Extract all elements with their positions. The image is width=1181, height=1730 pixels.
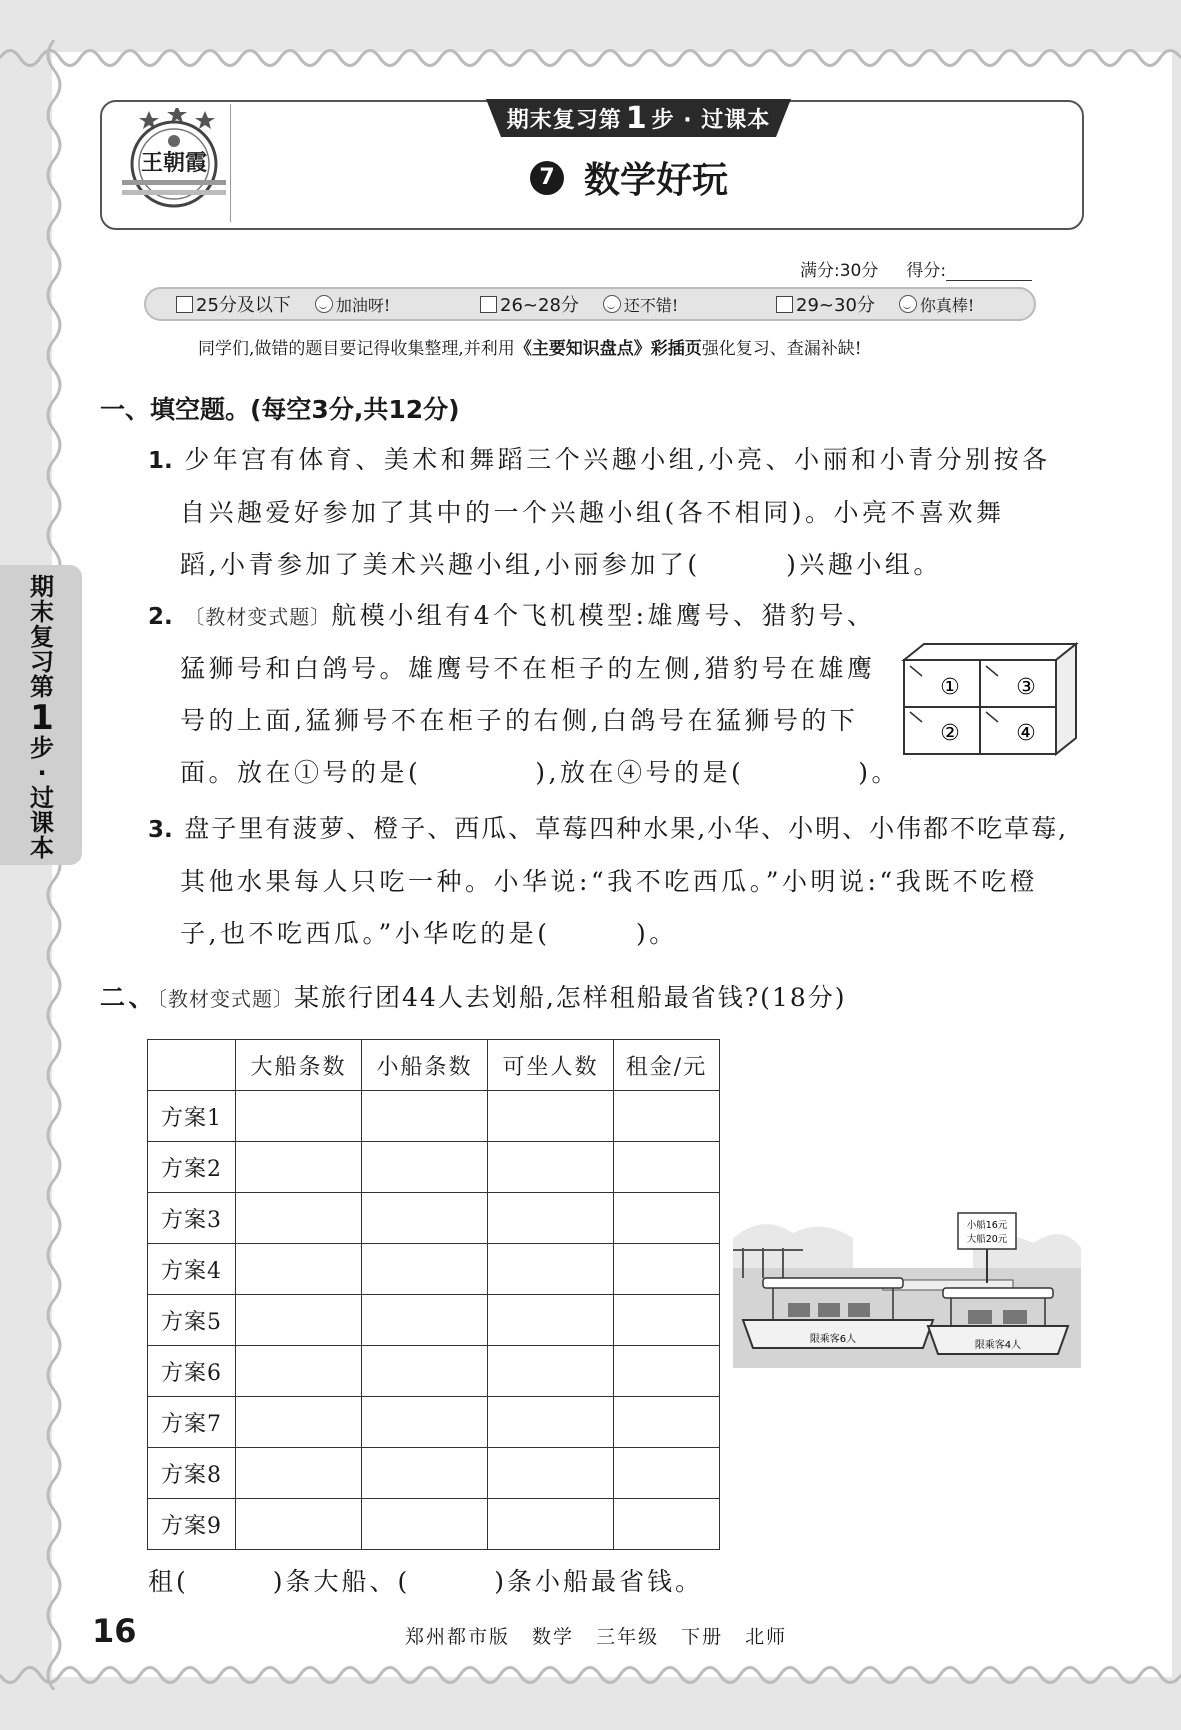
checkbox-icon[interactable] bbox=[776, 296, 793, 313]
answer-cell[interactable] bbox=[488, 1346, 614, 1397]
answer-cell[interactable] bbox=[362, 1499, 488, 1550]
lesson-number-badge: 7 bbox=[530, 161, 564, 195]
answer-cell[interactable] bbox=[236, 1448, 362, 1499]
score-line bbox=[800, 256, 1032, 281]
side-tab-step: 1 bbox=[30, 698, 54, 738]
plan-label: 方案6 bbox=[148, 1346, 236, 1397]
cabinet-diagram bbox=[900, 640, 1080, 758]
cabinet-slot-2: ② bbox=[940, 721, 960, 746]
answer-cell[interactable] bbox=[362, 1142, 488, 1193]
wavy-border-left bbox=[40, 40, 64, 1690]
smiley-face-icon bbox=[899, 295, 917, 313]
table-row bbox=[148, 1397, 720, 1448]
logo-divider bbox=[230, 104, 231, 222]
rating-message: 加油呀! bbox=[335, 295, 391, 315]
plan-label: 方案5 bbox=[148, 1295, 236, 1346]
answer-cell[interactable] bbox=[362, 1244, 488, 1295]
answer-cell[interactable] bbox=[614, 1448, 720, 1499]
question-3 bbox=[148, 803, 1083, 960]
answer-cell[interactable] bbox=[488, 1091, 614, 1142]
small-boat-capacity-label: 限乘客4人 bbox=[974, 1340, 1022, 1351]
banner-suffix: 步 · 过课本 bbox=[651, 107, 771, 133]
section-2-prefix: 二、 bbox=[100, 983, 158, 1012]
side-tab-bottom: 步 · 过 课 本 bbox=[30, 734, 54, 862]
table-row bbox=[148, 1346, 720, 1397]
plan-label: 方案2 bbox=[148, 1142, 236, 1193]
answer-cell[interactable] bbox=[362, 1346, 488, 1397]
brand-logo-seal bbox=[118, 108, 230, 216]
answer-cell[interactable] bbox=[236, 1499, 362, 1550]
plan-label: 方案3 bbox=[148, 1193, 236, 1244]
side-tab-text bbox=[12, 575, 72, 861]
table-row bbox=[148, 1142, 720, 1193]
notice-text-bold: 《主要知识盘点》彩插页 bbox=[514, 339, 702, 359]
variant-tag: 〔教材变式题〕 bbox=[157, 987, 295, 1011]
question-3-line-3: 子,也不吃西瓜。”小华吃的是( )。 bbox=[180, 919, 678, 948]
answer-cell[interactable] bbox=[236, 1295, 362, 1346]
lesson-title-text: 数学好玩 bbox=[584, 160, 729, 201]
review-notice bbox=[198, 334, 862, 359]
rating-range: 25分及以下 bbox=[196, 295, 291, 316]
boat-rental-illustration bbox=[733, 1208, 1081, 1368]
variant-tag: 〔教材变式题〕 bbox=[184, 605, 332, 629]
sign-small-boat-price: 小船16元 bbox=[966, 1220, 1008, 1231]
rating-range: 29~30分 bbox=[796, 295, 875, 316]
notice-text-pre: 同学们,做错的题目要记得收集整理,并利用 bbox=[198, 339, 515, 359]
smiley-face-icon bbox=[315, 295, 333, 313]
answer-cell[interactable] bbox=[236, 1397, 362, 1448]
table-header-cell: 小船条数 bbox=[362, 1040, 488, 1091]
question-1-line-2: 自兴趣爱好参加了其中的一个兴趣小组(各不相同)。小亮不喜欢舞 bbox=[180, 498, 1005, 527]
table-header-cell: 大船条数 bbox=[236, 1040, 362, 1091]
side-tab-top: 期 末 复 习 第 bbox=[30, 573, 54, 701]
banner-step-number: 1 bbox=[625, 100, 648, 136]
table-header-cell: 可坐人数 bbox=[488, 1040, 614, 1091]
cabinet-slot-1: ① bbox=[940, 675, 960, 700]
smiley-face-icon bbox=[603, 295, 621, 313]
score-blank[interactable] bbox=[946, 262, 1032, 281]
checkbox-icon[interactable] bbox=[176, 296, 193, 313]
plan-label: 方案9 bbox=[148, 1499, 236, 1550]
answer-cell[interactable] bbox=[236, 1142, 362, 1193]
answer-cell[interactable] bbox=[614, 1244, 720, 1295]
question-2-line-2: 猛狮号和白鸽号。雄鹰号不在柜子的左侧,猎豹号在雄鹰 bbox=[180, 654, 876, 683]
rating-message: 你真棒! bbox=[919, 295, 975, 315]
table-header-cell: 租金/元 bbox=[614, 1040, 720, 1091]
question-3-line-1: 盘子里有菠萝、橙子、西瓜、草莓四种水果,小华、小明、小伟都不吃草莓, bbox=[184, 814, 1069, 843]
answer-cell[interactable] bbox=[614, 1499, 720, 1550]
notice-text-post: 强化复习、查漏补缺! bbox=[701, 339, 862, 359]
question-2-line-1: 航模小组有4个飞机模型:雄鹰号、猎豹号、 bbox=[331, 601, 876, 630]
table-row bbox=[148, 1448, 720, 1499]
table-row bbox=[148, 1244, 720, 1295]
checkbox-icon[interactable] bbox=[480, 296, 497, 313]
big-boat-capacity-label: 限乘客6人 bbox=[809, 1334, 857, 1345]
answer-cell[interactable] bbox=[362, 1295, 488, 1346]
rating-option-low[interactable] bbox=[176, 289, 390, 319]
wavy-border-bottom bbox=[0, 1665, 1181, 1695]
table-row bbox=[148, 1193, 720, 1244]
section-2-title-text: 某旅行团44人去划船,怎样租船最省钱?(18分) bbox=[294, 983, 847, 1012]
answer-cell[interactable] bbox=[488, 1193, 614, 1244]
answer-cell[interactable] bbox=[362, 1397, 488, 1448]
plan-label: 方案7 bbox=[148, 1397, 236, 1448]
lesson-title bbox=[530, 152, 728, 203]
answer-cell[interactable] bbox=[488, 1244, 614, 1295]
answer-cell[interactable] bbox=[614, 1091, 720, 1142]
cabinet-slot-3: ③ bbox=[1016, 675, 1036, 700]
final-answer-line: 租( )条大船、( )条小船最省钱。 bbox=[148, 1567, 704, 1596]
rating-message: 还不错! bbox=[623, 295, 679, 315]
rating-option-high[interactable] bbox=[776, 289, 974, 319]
answer-cell[interactable] bbox=[236, 1346, 362, 1397]
question-number: 3. bbox=[148, 817, 173, 843]
table-row bbox=[148, 1091, 720, 1142]
answer-cell[interactable] bbox=[488, 1142, 614, 1193]
got-score-label: 得分: bbox=[906, 261, 947, 281]
rating-option-mid[interactable] bbox=[480, 289, 678, 319]
full-score-label: 满分:30分 bbox=[800, 261, 879, 281]
answer-cell[interactable] bbox=[614, 1397, 720, 1448]
rating-range: 26~28分 bbox=[500, 295, 579, 316]
question-2-line-4: 面。放在①号的是( ),放在④号的是( )。 bbox=[180, 758, 900, 787]
answer-cell[interactable] bbox=[236, 1091, 362, 1142]
question-3-line-2: 其他水果每人只吃一种。小华说:“我不吃西瓜。”小明说:“我既不吃橙 bbox=[180, 867, 1039, 896]
question-number: 1. bbox=[148, 448, 173, 474]
answer-cell[interactable] bbox=[488, 1499, 614, 1550]
answer-cell[interactable] bbox=[488, 1448, 614, 1499]
banner-prefix: 期末复习第 bbox=[506, 107, 622, 133]
question-number: 2. bbox=[148, 604, 173, 630]
question-1 bbox=[148, 434, 1083, 591]
answer-cell[interactable] bbox=[488, 1295, 614, 1346]
page-number: 16 bbox=[92, 1612, 137, 1650]
answer-cell[interactable] bbox=[614, 1193, 720, 1244]
boat-plan-table bbox=[147, 1039, 720, 1550]
cabinet-slot-4: ④ bbox=[1016, 721, 1036, 746]
section-2-title bbox=[100, 972, 1035, 1025]
answer-cell[interactable] bbox=[362, 1193, 488, 1244]
table-row bbox=[148, 1499, 720, 1550]
table-header-cell bbox=[148, 1040, 236, 1091]
plan-label: 方案1 bbox=[148, 1091, 236, 1142]
answer-cell[interactable] bbox=[236, 1193, 362, 1244]
answer-cell[interactable] bbox=[614, 1142, 720, 1193]
answer-cell[interactable] bbox=[488, 1397, 614, 1448]
answer-cell[interactable] bbox=[614, 1295, 720, 1346]
plan-label: 方案4 bbox=[148, 1244, 236, 1295]
sign-big-boat-price: 大船20元 bbox=[966, 1234, 1008, 1245]
question-2 bbox=[148, 590, 908, 799]
plan-label: 方案8 bbox=[148, 1448, 236, 1499]
table-header-row bbox=[148, 1040, 720, 1091]
answer-cell[interactable] bbox=[614, 1346, 720, 1397]
answer-cell[interactable] bbox=[236, 1244, 362, 1295]
self-rating-bar bbox=[144, 287, 1036, 321]
question-2-line-3: 号的上面,猛狮号不在柜子的右侧,白鸽号在猛狮号的下 bbox=[180, 706, 859, 735]
svg-text:王朝霞: 王朝霞 bbox=[140, 150, 208, 176]
footer-info: 郑州都市版 数学 三年级 下册 北师 bbox=[405, 1626, 788, 1648]
question-1-line-1: 少年宫有体育、美术和舞蹈三个兴趣小组,小亮、小丽和小青分别按各 bbox=[184, 445, 1051, 474]
step-banner-text bbox=[486, 99, 791, 137]
table-row bbox=[148, 1295, 720, 1346]
answer-cell[interactable] bbox=[362, 1091, 488, 1142]
section-1-title: 一、填空题。(每空3分,共12分) bbox=[100, 395, 460, 424]
wavy-border-top bbox=[0, 38, 1181, 68]
answer-cell[interactable] bbox=[362, 1448, 488, 1499]
question-1-line-3: 蹈,小青参加了美术兴趣小组,小丽参加了( )兴趣小组。 bbox=[180, 550, 942, 579]
